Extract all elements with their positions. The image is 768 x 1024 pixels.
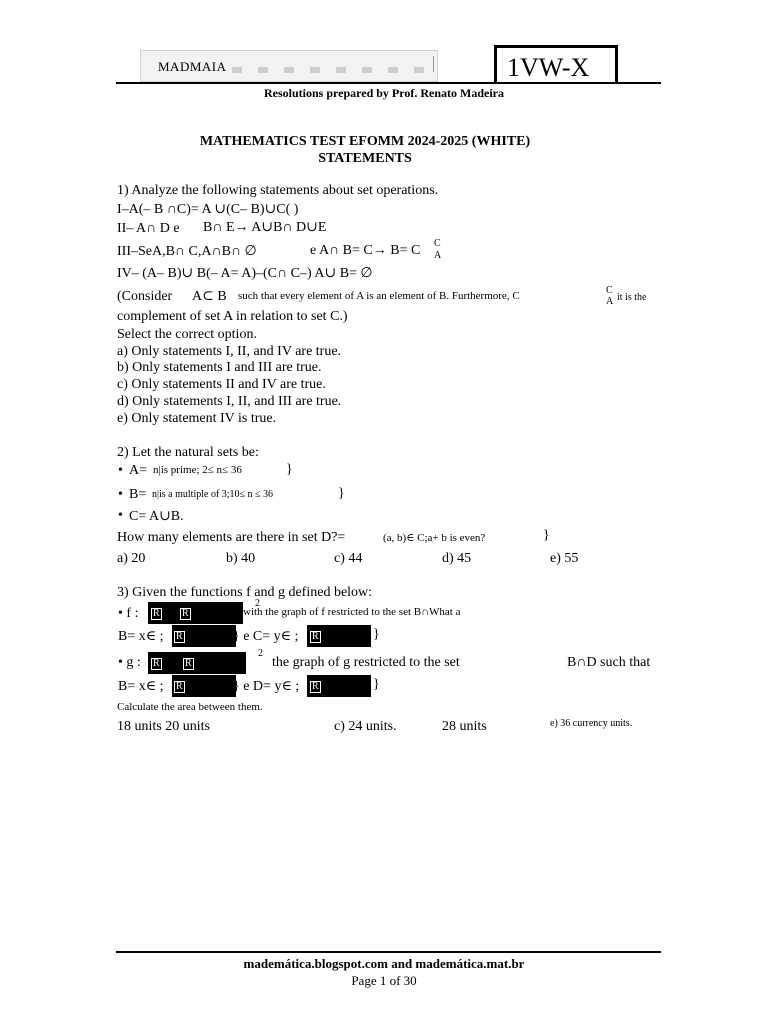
q3-g-label: • g : — [118, 655, 141, 670]
q1-consider-sup: C — [606, 285, 613, 296]
q2-option-b: b) 40 — [226, 551, 256, 566]
q3-option-d: 28 units — [442, 719, 487, 734]
q2-bullet-c: • — [118, 508, 123, 523]
q1-consider-close: complement of set A in relation to set C.) — [117, 309, 348, 324]
q2-option-a: a) 20 — [117, 551, 146, 566]
page-title: MATHEMATICS TEST EFOMM 2024-2025 (WHITE) — [199, 134, 531, 149]
q3-set-b-2: B= x∈ ; — [118, 679, 164, 694]
q3-set-d: } e D= y∈ ; — [233, 679, 300, 694]
set-b-1-box: R — [176, 631, 183, 642]
footer-rule — [116, 951, 661, 953]
f-domain-box: R — [153, 608, 160, 619]
q3-f-text: with the graph of f restricted to the set B∩What a — [243, 606, 461, 618]
q1-statement-1: I–A(– B ∩C)= A ∪(C– B)∪C( ) — [117, 202, 299, 217]
f-codomain-box: R — [182, 608, 189, 619]
q2-set-a-def: n|is prime; 2≤ n≤ 36 — [153, 464, 242, 476]
q2-option-d: d) 45 — [442, 551, 472, 566]
q2-option-c: c) 44 — [334, 551, 363, 566]
redacted-formula-f — [148, 602, 243, 624]
q1-statement-3a: III–SeA,B∩ C,A∩B∩ ∅ — [117, 244, 257, 259]
q2-set-c: C= A∪B. — [129, 509, 184, 524]
q2-question: How many elements are there in set D?= — [117, 530, 346, 545]
q1-consider-text: such that every element of A is an element of B. Furthermore, C — [238, 290, 520, 302]
q2-set-b-close: } — [338, 486, 345, 501]
q1-option-d: d) Only statements I, II, and III are true. — [117, 394, 342, 409]
q3-set-b-1: B= x∈ ; — [118, 629, 164, 644]
set-c-box: R — [312, 631, 319, 642]
q3-option-c: c) 24 units. — [334, 719, 397, 734]
f-exponent: 2 — [255, 598, 260, 609]
logo-bracket — [427, 56, 434, 72]
q1-statement-2a: II– A∩ D e — [117, 221, 180, 236]
footer-links: mademática.blogspot.com and mademática.mat.br — [243, 956, 525, 971]
q2-option-e: e) 55 — [550, 551, 579, 566]
q3-options-ab: 18 units 20 units — [117, 719, 210, 734]
set-b-2-box: R — [176, 681, 183, 692]
logo-text: MADMAIA — [158, 59, 227, 74]
q1-consider-sub: A — [606, 296, 614, 307]
q1-option-b: b) Only statements I and III are true. — [117, 360, 322, 375]
g-codomain-box: R — [185, 658, 192, 669]
q2-bullet-a: • — [118, 463, 123, 478]
set-d-box: R — [312, 681, 319, 692]
q2-question-set: (a, b)∈ C;a+ b is even? — [383, 532, 486, 544]
q2-question-close: } — [543, 528, 550, 543]
q2-set-a-label: A= — [129, 463, 148, 478]
g-domain-box: R — [153, 658, 160, 669]
q3-f-label: • f : — [118, 606, 139, 621]
q1-statement-3-sup: C — [434, 238, 441, 249]
author-line: Resolutions prepared by Prof. Renato Madeira — [264, 86, 504, 100]
q1-prompt: 1) Analyze the following statements about set operations. — [117, 183, 439, 198]
q1-select: Select the correct option. — [117, 327, 257, 342]
q1-statement-4: IV– (A– B)∪ B(– A= A)–(C∩ C–) A∪ B= ∅ — [117, 266, 373, 281]
q1-statement-2b: B∩ E→ A∪B∩ D∪E — [203, 220, 327, 235]
q1-consider-tail: it is the — [617, 292, 647, 303]
q1-consider-subset: A⊂ B — [192, 289, 227, 304]
page-subtitle: STATEMENTS — [318, 151, 412, 166]
q2-set-b-def: n|is a multiple of 3;10≤ n ≤ 36 — [152, 489, 274, 500]
page-number: Page 1 of 30 — [351, 973, 417, 988]
q2-bullet-b: • — [118, 487, 123, 502]
q1-option-a: a) Only statements I, II, and IV are true. — [117, 344, 342, 359]
exam-code: 1VW-X — [507, 53, 590, 82]
q1-statement-3b: e A∩ B= C→ B= C — [310, 243, 421, 258]
q3-set-d-close: } — [373, 677, 380, 692]
q3-prompt: 3) Given the functions f and g defined below: — [117, 585, 373, 600]
q3-g-text-2: B∩D such that — [567, 655, 651, 670]
q2-set-a-close: } — [286, 462, 293, 477]
q3-option-e: e) 36 currency units. — [550, 718, 633, 729]
q1-consider-open: (Consider — [117, 289, 173, 304]
q1-option-c: c) Only statements II and IV are true. — [117, 377, 326, 392]
q2-prompt: 2) Let the natural sets be: — [117, 445, 259, 460]
logo-decoration — [232, 67, 428, 73]
g-exponent: 2 — [258, 648, 263, 659]
q1-option-e: e) Only statement IV is true. — [117, 411, 277, 426]
q3-set-c-close: } — [373, 627, 380, 642]
q1-statement-3-sub: A — [434, 250, 442, 261]
q3-g-text: the graph of g restricted to the set — [272, 655, 460, 670]
redacted-formula-g — [148, 652, 246, 674]
q3-set-c: } e C= y∈ ; — [233, 629, 299, 644]
q2-set-b-label: B= — [129, 487, 147, 502]
q3-calc: Calculate the area between them. — [117, 701, 263, 713]
header-rule — [116, 82, 661, 84]
